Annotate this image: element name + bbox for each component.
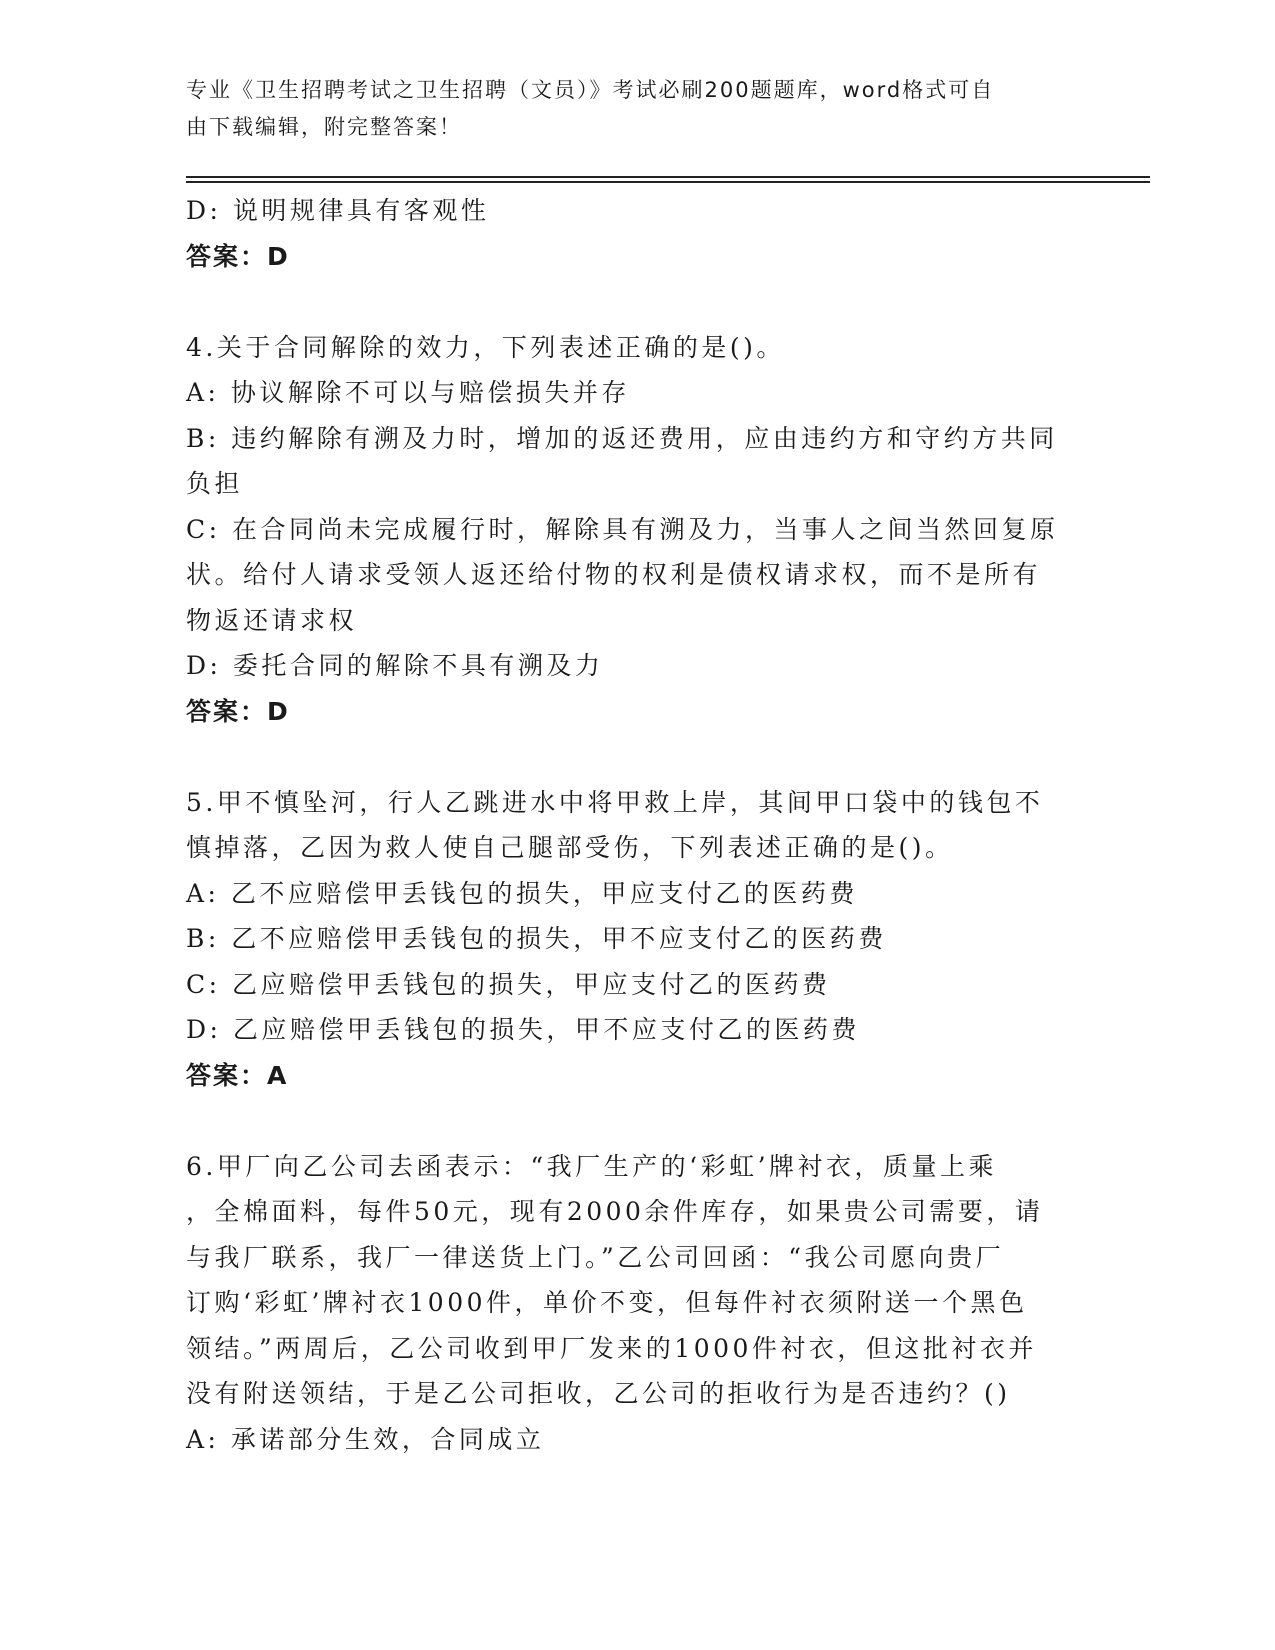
q4-option-d: D: 委托合同的解除不具有溯及力: [186, 651, 604, 680]
q4-answer: 答案：D: [186, 696, 290, 726]
q5-option-a: A: 乙不应赔偿甲丢钱包的损失，甲应支付乙的医药费: [186, 878, 858, 908]
q4-option-c-line-3: 物返还请求权: [186, 605, 358, 635]
spacer: [186, 279, 1086, 325]
spacer: [186, 1098, 1086, 1144]
header-divider-bottom: [186, 181, 1150, 183]
q4-option-b-line-2: 负担: [186, 469, 244, 498]
q6-stem-line-6: 没有附送领结，于是乙公司拒收，乙公司的拒收行为是否违约？(): [186, 1379, 1011, 1408]
header-divider-top: [186, 176, 1150, 178]
header-title-line-2: 由下载编辑，附完整答案！: [186, 115, 462, 139]
q6-stem-line-3: 与我厂联系，我厂一律送货上门。”乙公司回函：“我公司愿向贵厂: [186, 1242, 1005, 1272]
header-title-line-1: 专业《卫生招聘考试之卫生招聘（文员）》考试必刷200题题库，word格式可自: [186, 78, 995, 102]
q3-option-d: D: 说明规律具有客观性: [186, 196, 490, 225]
document-header: [186, 72, 1066, 146]
q4-option-a: A: 协议解除不可以与赔偿损失并存: [186, 378, 630, 407]
question-list: [186, 188, 1086, 1462]
spacer: [186, 734, 1086, 780]
q4-option-c-line-1: C: 在合同尚未完成履行时，解除具有溯及力，当事人之间当然回复原: [186, 514, 1059, 544]
q4-option-c-line-2: 状。给付人请求受领人返还给付物的权利是债权请求权，而不是所有: [186, 560, 1042, 589]
q6-stem-line-4: 订购‘彩虹’牌衬衣1000件，单价不变，但每件衬衣须附送一个黑色: [186, 1288, 1028, 1317]
q6-stem-line-1: 6.甲厂向乙公司去函表示：“我厂生产的‘彩虹’牌衬衣，质量上乘: [186, 1151, 998, 1181]
q6-option-a: A: 承诺部分生效，合同成立: [186, 1424, 545, 1454]
q3-answer: 答案：D: [186, 241, 290, 271]
q4-option-b-line-1: B: 违约解除有溯及力时，增加的返还费用，应由违约方和守约方共同: [186, 423, 1058, 453]
q5-answer: 答案：A: [186, 1060, 289, 1090]
q5-option-b: B: 乙不应赔偿甲丢钱包的损失，甲不应支付乙的医药费: [186, 924, 887, 953]
q6-stem-line-5: 领结。”两周后，乙公司收到甲厂发来的1000件衬衣，但这批衬衣并: [186, 1333, 1037, 1363]
q5-option-d: D: 乙应赔偿甲丢钱包的损失，甲不应支付乙的医药费: [186, 1015, 860, 1044]
q5-option-c: C: 乙应赔偿甲丢钱包的损失，甲应支付乙的医药费: [186, 969, 831, 999]
q5-stem-line-2: 慎掉落，乙因为救人使自己腿部受伤，下列表述正确的是()。: [186, 833, 954, 862]
q5-stem-line-1: 5.甲不慎坠河，行人乙跳进水中将甲救上岸，其间甲口袋中的钱包不: [186, 787, 1044, 817]
q6-stem-line-2: ，全棉面料，每件50元，现有2000余件库存，如果贵公司需要，请: [186, 1197, 1044, 1226]
q4-stem: 4.关于合同解除的效力，下列表述正确的是()。: [186, 332, 785, 362]
